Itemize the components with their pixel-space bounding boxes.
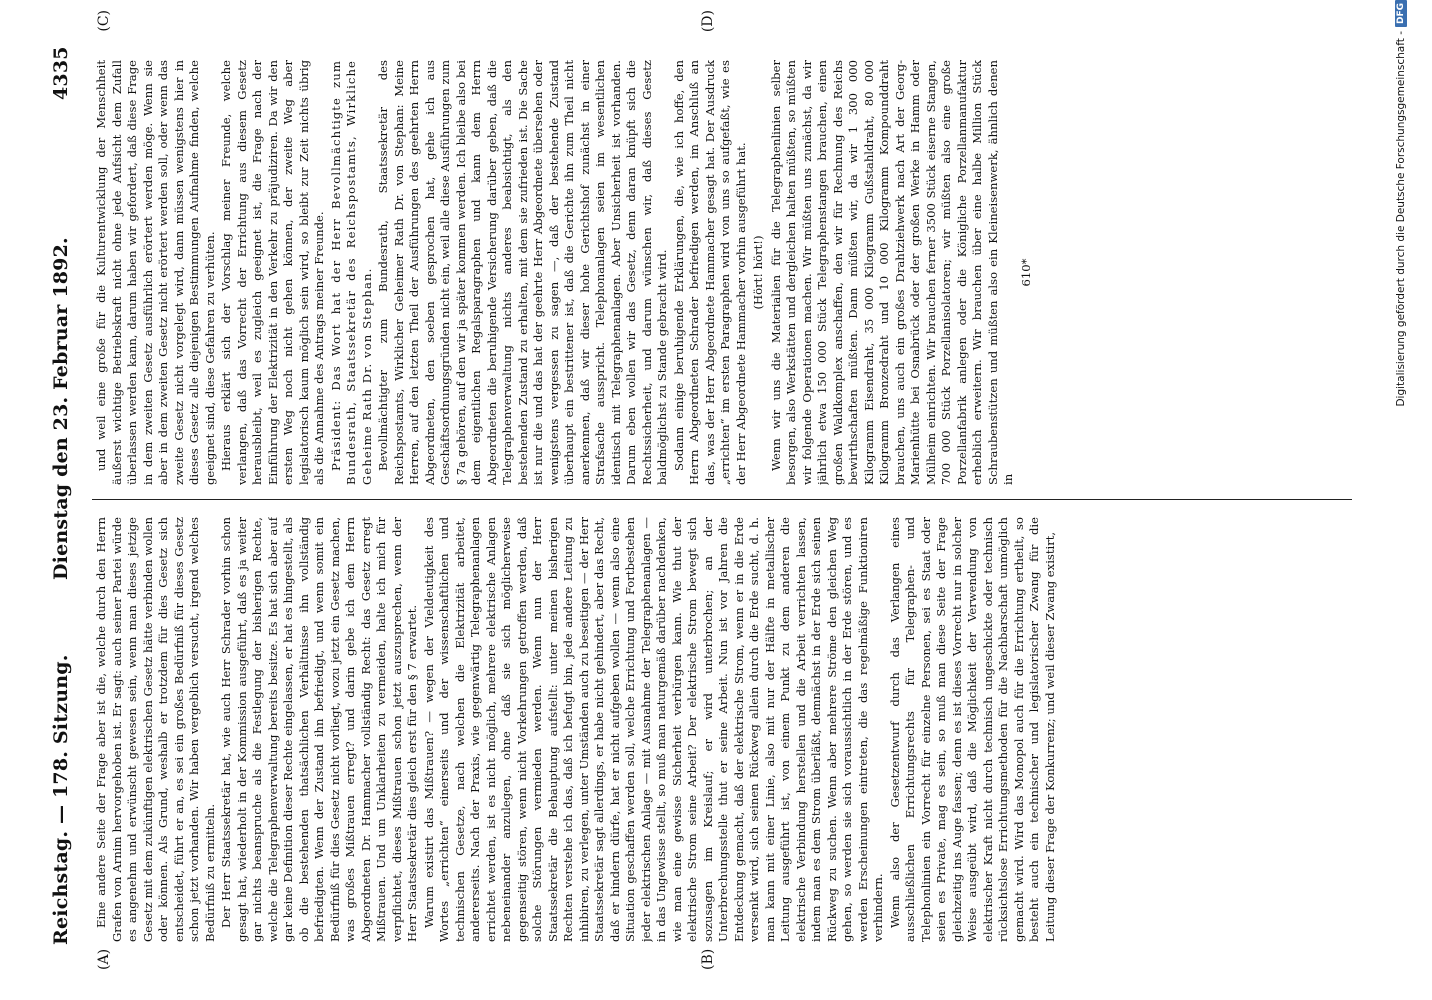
right-column (94, 60, 1349, 485)
speech-paragraph: Bevollmächtigter zum Bundesrath, Staatssekretär des Reichspostamts, Wirklicher Geheimer Rath Dr. von Stephan: Meine Herren, auf den letzten Theil der Ausführungen des geehrten Herrn Abgeordneten, den soeben gesprochen hat, gehe ich aus Geschäftsordnungsgründen nicht ein, weil alle diese Ausführungen zum § 7a gehören, auf den wir ja später kommen werden. Ich bleibe also bei dem eigentlichen Regalsparagraphen und kann dem Herrn Abgeordneten die beruhigende Versicherung darüber geben, daß die Telegraphenverwaltung nichts anderes beabsichtigt, als den bestehenden Zustand zu erhalten, mit dem sie zufrieden ist. Die Sache ist nur die und das hat der geehrte Herr Abgeordnete übersehen oder wenigstens vergessen zu sagen —, daß der bestehende Zustand überhaupt ein bestrittener ist, daß die Gerichte ihn zum Theil nicht anerkennen, daß wir dieser hohe Gerichtshof zunächst in einer Strafsache ausspricht. Telephonanlagen seien im wesentlichen identisch mit Telegraphenanlagen. Aber Unsicherheit ist vorhanden. Darum eben wollen wir das Gesetz, denn daran knüpft sich die Rechtssicherheit, und darum wünschen wir, daß dieses Gesetz baldmöglichst zu Stande gebracht wird. (376, 60, 669, 485)
header-session: Reichstag. — 178. Sitzung. (50, 654, 72, 945)
paragraph: Wenn wir uns die Materialien für die Telegraphenlinien selber besorgen, also Werkstätten und dergleichen halten müßten, so müßten wir folgende Operationen machen. Wir müßten uns zunächst, da wir jährlich etwa 150 000 Stück Telegraphenstangen brauchen, einen großen Waldkomplex anschaffen, den wir für Rechnung des Reichs bewirthschaften müßten. Dann müßten wir, da wir 1 300 000 Kilogramm Eisendraht, 35 000 Kilogramm Gußstahldraht, 80 000 Kilogramm Bronzedraht und 10 000 Kilogramm Kompounddraht brauchen, uns auch ein großes Drahtziehwerk nach Art der Georg-Marienhütte bei Osnabrück oder der großen Werke in Hamm oder Mülheim einrichten. Wir brauchen ferner 3500 Stück eiserne Stangen, 700 000 Stück Porzellanisolatoren; wir müßten also eine große Porzellanfabrik anlegen oder die Königliche Porzellanmanufaktur erheblich erweitern. Wir brauchen über eine halbe Million Stück Schraubenstützen und müßten also ein Kleineisenwerk, ähnlich denen in (768, 60, 1015, 485)
column-divider (92, 499, 1352, 500)
paragraph: Warum existirt das Mißtrauen? — wegen der Vieldeutigkeit des Wortes „errichten“ einerseits und der wissenschaftlichen und technischen Gesetze, nach welchen die Elektrizität arbeitet, andererseits. Nach der Praxis, wie gegenwärtig Telegraphenanlagen errichtet werden, ist es nicht möglich, mehrere elektrische Anlagen nebeneinander anzulegen, ohne daß sie sich möglicherweise gegenseitig stören, wenn nicht Vorkehrungen getroffen werden, daß solche Störungen vermieden werden. Wenn nun der Herr Staatssekretär die Behauptung aufstellt: unter meinen bisherigen Rechten verstehe ich das, daß ich befugt bin, jede andere Leitung zu inhibiren, zu verlegen, unter Umständen auch zu beseitigen — der Herr Staatssekretär sagt allerdings, er habe nicht gehindert, aber das Recht, daß er hindern dürfe, hat er nicht aufgeben wollen — wenn also eine Situation geschaffen werden soll, welche Errichtung und Fortbestehen jeder elektrischen Anlage — mit Ausnahme der Telegraphenanlagen — in das Ungewisse stellt, so muß man naturgemäß darüber nachdenken, wie man eine gewisse Sicherheit verbürgen kann. Wie thut der elektrische Strom seine Arbeit? Der elektrische Strom bewegt sich sozusagen im Kreislauf; er wird unterbrochen; an der Unterbrechungsstelle thut er seine Arbeit. Nun ist vor Jahren die Entdeckung gemacht, daß der elektrische Strom, wenn er in die Erde versenkt wird, sich seinen Rückweg allein durch die Erde sucht, d. h. man kann mit einer Linie, also mit nur der Hälfte in metallischer Leitung ausgeführt ist, von einem Punkt zu dem anderen die elektrische Verbindung herstellen und die Arbeit verrichten lassen, indem man es dem Strom überläßt, demnächst in der Erde sich seinen Rückweg zu suchen. Wenn aber mehrere Ströme den gleichen Weg gehen, so werden sie sich voraussichtlich in der Erde stören, und es werden Erscheinungen eintreten, die das regelmäßige Funktioniren verhindern. (421, 517, 885, 942)
digitization-credit (1395, 0, 1407, 1000)
margin-marker-d: (D) (700, 10, 716, 33)
interjection: (Hört! hört!) (751, 235, 765, 310)
paragraph: Eine andere Seite der Frage aber ist die, welche durch den Herrn Grafen von Arnim hervorgehoben ist. Er sagt: auch seiner Partei würde es angenehm und erwünscht gewesen sein, wenn man dieses jetzige Gesetz mit dem zukünftigen elektrischen Gesetz hätte verbinden wollen oder können. Als Grund, weshalb er trotzdem für dies Gesetz sich entscheidet, führt er an, es sei ein großes Bedürfniß für dieses Gesetz schon jetzt vorhanden. Wir haben vergeblich versucht, irgend welches Bedürfniß zu ermitteln. (94, 517, 217, 942)
header-date: Dienstag den 23. Februar 1892. (50, 237, 72, 580)
margin-marker-c: (C) (96, 10, 112, 32)
paragraph: Hieraus erklärt sich der Vorschlag meiner Freunde, welche verlangen, daß das Vorrecht der Errichtung aus diesem Gesetz herausbleibt, weil es zugleich geeignet ist, die Frage nach der Einführung der Elektrizität in den Verkehr zu präjudiziren. Da wir den ersten Weg noch nicht gehen können, der zweite Weg aber legislatorisch kaum möglich sein wird, so bleibt zur Zeit nichts übrig als die Annahme des Antrags meiner Freunde. (219, 60, 326, 485)
paragraph: Der Herr Staatssekretär hat, wie auch Herr Schrader vorhin schon gesagt hat, wiederholt in der Kommission ausgeführt, daß es ja weiter gar nichts beanspruche als die Festlegung der bisherigen Rechte, welche die Telegraphenverwaltung bereits besitze. Es hat sich aber auf gar keine Definition dieser Rechte eingelassen, er hat es hingestellt, als ob die bestehenden thatsächlichen Verhältnisse ihn vollständig befriedigten. Wenn der Zustand ihn befriedigt, und wenn somit ein Bedürfniß für dies Gesetz nicht vorliegt, wozu jetzt ein Gesetz machen, was großes Mißtrauen erregt? und darin gebe ich dem Herrn Abgeordneten Dr. Hammacher vollständig Recht: das Gesetz erregt Mißtrauen. Und um Unklarheiten zu vermeiden, halte ich mich für verpflichtet, dieses Mißtrauen schon jetzt auszusprechen, wenn der Herr Staatssekretär dies gleich erst für den § 7 erwartet. (219, 517, 419, 942)
president-statement: Präsident: Das Wort hat der Herr Bevollmächtigte zum Bundesrath, Staatssekretär des Reichspostamts, Wirkliche Geheime Rath Dr. von Stephan. (328, 60, 374, 485)
paragraph: und weil eine große für die Kulturentwicklung der Menschheit äußerst wichtige Betriebskraft nicht ohne jede Aufsicht dem Zufall überlassen werden kann, darum haben wir gefordert, daß diese Frage in dem zweiten Gesetz ausführlich erörtert werden möge. Wenn sie aber in dem zweiten Gesetz nicht erörtert werden soll, oder wenn das zweite Gesetz nicht vorgelegt wird, dann müssen wenigstens hier in dieses Gesetz alle diejenigen Bestimmungen Aufnahme finden, welche geeignet sind, diese Gefahren zu verhüten. (94, 60, 217, 485)
margin-marker-b: (B) (700, 948, 716, 970)
credit-text: Digitalisierung gefördert durch die Deutsche Forschungsgemeinschaft - (1395, 31, 1407, 407)
paragraph: Wenn also der Gesetzentwurf durch das Verlangen eines ausschließlichen Errichtungsrechts für Telegraphen- und Telephonlinien ein Vorrecht für einzelne Personen, sei es Staat oder seien es Private, mag es sein, so muß man diese Seite der Frage gleichzeitig ins Auge fassen; denn es ist dieses Vorrecht nur in solcher Weise ausgeübt wird, daß die Möglichkeit der Verwendung von elektrischer Kraft nicht durch technisch ungeschickte oder technisch rücksichtslose Errichtungsmethoden für die Nachbarschaft unmöglich gemacht wird. Wird das Monopol auch für die Errichtung ertheilt, so besteht auch ein technischer und legislatorischer Zwang für die Leitung dieser Frage der Konkurrenz; und weil dieser Zwang existirt, (887, 517, 1057, 942)
paragraph: Sodann einige beruhigende Erklärungen, die, wie ich hoffe, den Herrn Abgeordneten Schrader befriedigen werden, im Anschluß an das, was der Herr Abgeordnete Hammacher gesagt hat. Der Ausdruck „errichten“ im ersten Paragraphen wird von uns so aufgefaßt, wie es der Herr Abgeordnete Hammacher vorhin ausgeführt hat. (671, 60, 748, 485)
margin-marker-a: (A) (96, 948, 112, 970)
signature-mark: 610* (1018, 258, 1033, 287)
left-column (94, 517, 1349, 942)
dfg-logo: DFG (1395, 0, 1407, 27)
page-number: 4335 (50, 46, 72, 100)
